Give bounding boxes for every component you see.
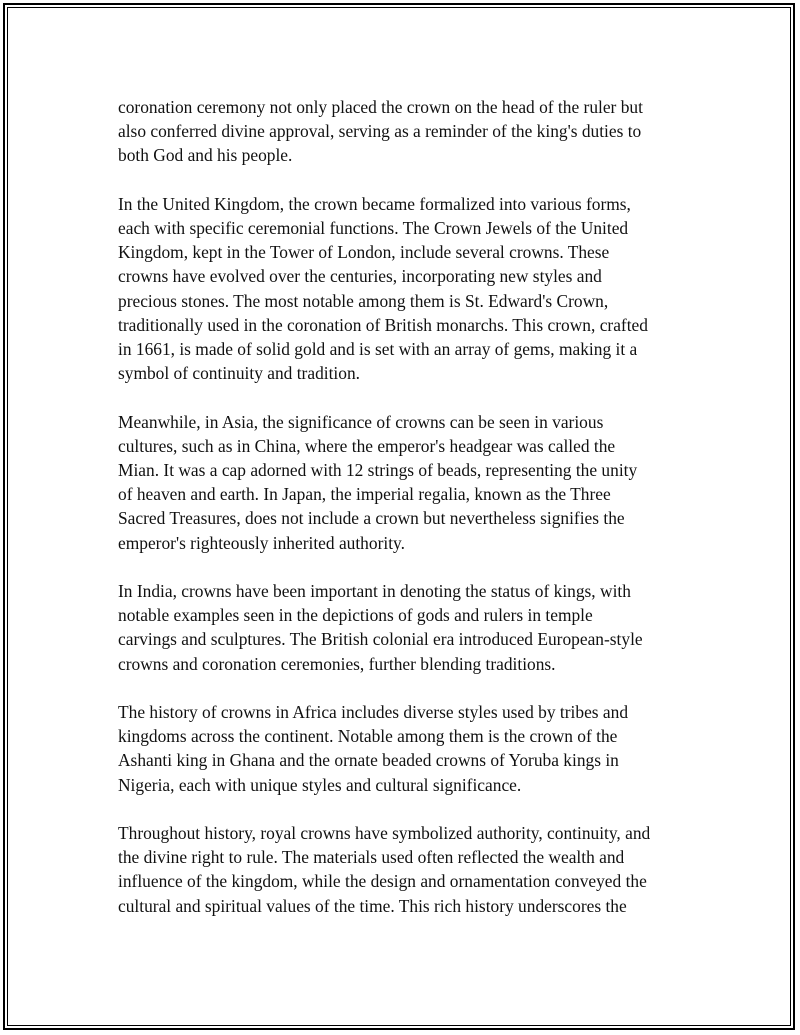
text-line: in 1661, is made of solid gold and is set with an array of gems, making it a: [118, 339, 638, 360]
text-line: traditionally used in the coronation of British monarchs. This crown, crafted: [118, 314, 648, 335]
text-line: also conferred divine approval, serving as a reminder of the king's duties to: [118, 121, 642, 142]
text-line: Mian. It was a cap adorned with 12 strings of beads, representing the unity: [118, 460, 638, 481]
text-line: coronation ceremony not only placed the crown on the head of the ruler but: [118, 97, 643, 117]
text-line: symbol of continuity and tradition.: [118, 363, 360, 384]
text-line: In India, crowns have been important in denoting the status of kings, with: [118, 581, 631, 602]
text-line: Kingdom, kept in the Tower of London, include several crowns. These: [118, 242, 610, 263]
text-line: In the United Kingdom, the crown became formalized into various forms,: [118, 193, 631, 214]
text-line: each with specific ceremonial functions. The Crown Jewels of the United: [118, 218, 629, 238]
paragraph-united-kingdom: [118, 192, 703, 386]
document-body: [118, 95, 703, 942]
text-line: notable examples seen in the depictions of gods and rulers in temple: [118, 605, 593, 626]
text-line: crowns and coronation ceremonies, further blending traditions.: [118, 653, 556, 674]
text-line: crowns have evolved over the centuries, incorporating new styles and: [118, 266, 602, 287]
paragraph-africa: [118, 700, 703, 797]
text-line: Nigeria, each with unique styles and cultural significance.: [118, 774, 522, 795]
text-line: influence of the kingdom, while the design and ornamentation conveyed the: [118, 871, 647, 892]
text-line: Sacred Treasures, does not include a crown but nevertheless signifies the: [118, 508, 625, 529]
paragraph-india: [118, 579, 703, 676]
text-line: emperor's righteously inherited authority.: [118, 532, 405, 553]
text-line: Ashanti king in Ghana and the ornate beaded crowns of Yoruba kings in: [118, 750, 619, 771]
text-line: both God and his people.: [118, 145, 293, 166]
text-line: the divine right to rule. The materials used often reflected the wealth and: [118, 847, 625, 868]
text-line: precious stones. The most notable among them is St. Edward's Crown,: [118, 290, 609, 311]
paragraph-asia: [118, 410, 703, 555]
paragraph-conclusion: [118, 821, 703, 918]
text-line: The history of crowns in Africa includes diverse styles used by tribes and: [118, 702, 629, 723]
paragraph-crown-ceremony: [118, 95, 703, 168]
text-line: carvings and sculptures. The British colonial era introduced European-style: [118, 629, 643, 650]
text-line: cultural and spiritual values of the time. This rich history underscores the: [118, 895, 627, 916]
text-line: Throughout history, royal crowns have symbolized authority, continuity, and: [118, 823, 651, 844]
text-line: of heaven and earth. In Japan, the imperial regalia, known as the Three: [118, 484, 611, 505]
text-line: cultures, such as in China, where the emperor's headgear was called the: [118, 435, 616, 456]
text-line: kingdoms across the continent. Notable among them is the crown of the: [118, 726, 618, 747]
page-frame: [3, 3, 795, 1030]
text-line: Meanwhile, in Asia, the significance of crowns can be seen in various: [118, 411, 604, 432]
